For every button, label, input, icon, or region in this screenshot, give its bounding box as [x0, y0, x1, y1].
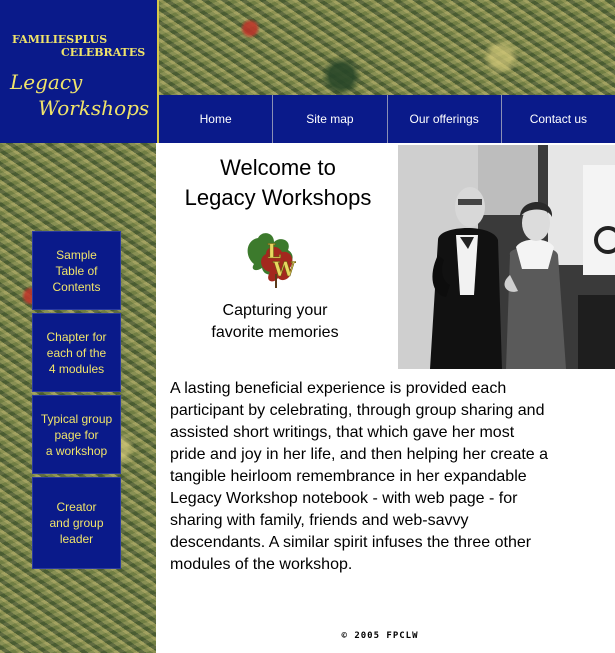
top-nav — [159, 95, 615, 143]
welcome-line-1: Welcome to — [220, 155, 336, 180]
brand-block — [0, 0, 159, 143]
lw-leaf-logo-icon — [240, 222, 310, 292]
couple-photo — [398, 145, 615, 369]
logo-letter-l: L — [267, 239, 282, 263]
sidebar-item-typical-group-page[interactable] — [32, 395, 121, 474]
brand-line-familiesplus: FAMILIESPLUS — [12, 33, 108, 46]
sidebar-item-label: Creator and group leader — [49, 500, 104, 546]
brand-title-legacy: Legacy — [10, 70, 83, 94]
sidebar-item-label: Typical group page for a workshop — [40, 411, 113, 458]
sidebar-item-chapter-for-modules[interactable] — [32, 313, 121, 392]
logo-letter-w: W — [273, 257, 296, 281]
sidebar — [0, 143, 156, 653]
tagline-line-2: favorite memories — [211, 324, 339, 341]
tagline — [175, 300, 375, 344]
sidebar-item-creator-and-group-leader[interactable] — [32, 477, 121, 569]
brand-line-celebrates: CELEBRATES — [61, 46, 146, 59]
nav-our-offerings-link[interactable]: Our offerings — [387, 95, 501, 143]
nav-contact-us-link[interactable]: Contact us — [501, 95, 615, 143]
welcome-line-2: Legacy Workshops — [184, 185, 372, 210]
intro-paragraph: A lasting beneficial experience is provided each participant by celebrating, through group sharing and assisted short writings, that which gave her most pride and joy in her life, and then helping her create a tangible heirloom remembrance in her expandable Legacy Workshop notebook - with web page - for sharing with family, friends and web-savvy descendants. A similar spirit infuses the three other modules of the workshop. — [170, 380, 549, 573]
nav-site-map-link[interactable]: Site map — [272, 95, 386, 143]
tagline-line-1: Capturing your — [222, 302, 328, 319]
sidebar-item-label: Chapter for each of the 4 modules — [46, 329, 107, 376]
page-title — [160, 153, 396, 213]
sidebar-item-label: Sample Table of Contents — [52, 247, 101, 294]
sidebar-item-sample-table-of-contents[interactable] — [32, 231, 121, 310]
copyright-footer: © 2005 FPCLW — [341, 631, 419, 641]
header-painting-banner — [159, 0, 615, 95]
nav-home-link[interactable]: Home — [199, 112, 232, 126]
brand-title-workshops: Workshops — [38, 96, 150, 120]
